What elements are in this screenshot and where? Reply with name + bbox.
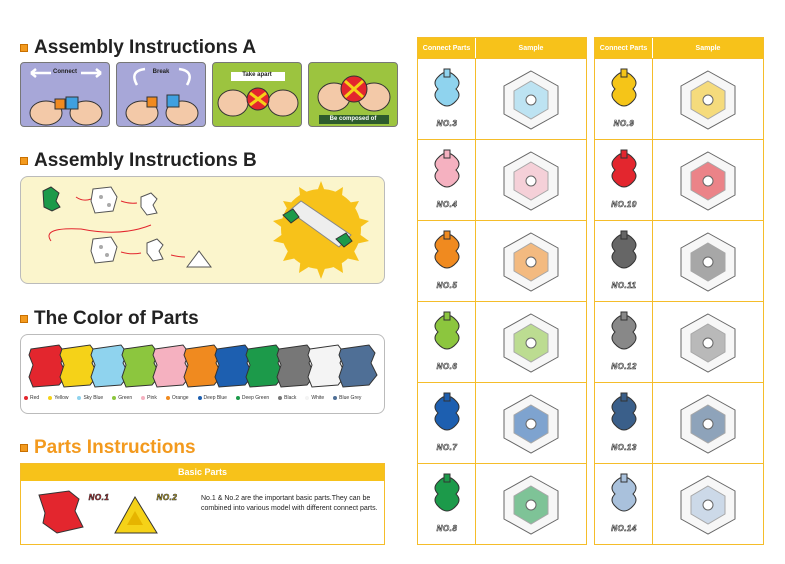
connect-part-cell xyxy=(595,59,653,139)
table-row xyxy=(595,58,763,139)
table-row xyxy=(418,301,586,382)
part-number-label: NO.6 xyxy=(436,362,458,371)
connect-part-icon xyxy=(595,221,653,281)
step-break xyxy=(116,62,206,127)
connect-part-cell xyxy=(595,302,653,382)
connect-part-cell xyxy=(595,140,653,220)
color-swatch xyxy=(339,345,377,387)
step-connect xyxy=(20,62,110,127)
legend-label: Deep Blue xyxy=(203,395,227,401)
legend-dot xyxy=(24,396,28,400)
step-caption: Break xyxy=(152,69,170,75)
bullet-icon xyxy=(20,315,28,323)
basic-parts-description: No.1 & No.2 are the important basic parts.They can be combined into various model with different connect parts. xyxy=(201,495,378,512)
sample-cell xyxy=(653,221,763,301)
part-number-label: NO.13 xyxy=(611,443,637,452)
connect-part-icon xyxy=(595,140,653,200)
color-legend xyxy=(24,395,370,401)
step-caption: Take apart xyxy=(242,72,272,78)
color-swatches xyxy=(21,335,383,395)
color-of-parts-heading: The Color of Parts xyxy=(20,308,199,330)
bullet-icon xyxy=(20,444,28,452)
part-number-label: NO.11 xyxy=(611,281,637,290)
part-number-no1: NO.1 xyxy=(88,493,110,502)
sample-model-icon xyxy=(653,221,763,301)
part-number-label: NO.5 xyxy=(436,281,458,290)
legend-label: White xyxy=(311,395,325,401)
assembly-a-heading: Assembly Instructions A xyxy=(20,37,256,59)
sample-cell xyxy=(476,464,586,544)
table-row xyxy=(595,463,763,544)
sample-cell xyxy=(653,302,763,382)
part-number-no2: NO.2 xyxy=(156,493,178,502)
connect-part-cell xyxy=(418,302,476,382)
connect-part-icon xyxy=(418,302,476,362)
connect-parts-table-left xyxy=(417,37,587,545)
legend-dot xyxy=(112,396,116,400)
connect-part-icon xyxy=(418,59,476,119)
legend-dot xyxy=(141,396,145,400)
connect-part-cell xyxy=(418,221,476,301)
legend-item xyxy=(278,395,296,401)
basic-parts-title: Basic Parts xyxy=(21,464,384,481)
part-number-label: NO.9 xyxy=(613,119,635,128)
connect-part-cell xyxy=(595,383,653,463)
assembly-b-panel xyxy=(20,176,385,284)
legend-item xyxy=(166,395,189,401)
part-number-label: NO.14 xyxy=(611,524,637,533)
connect-part-cell xyxy=(418,59,476,139)
connect-part-icon xyxy=(418,221,476,281)
connect-part-cell xyxy=(418,464,476,544)
connect-part-icon xyxy=(595,383,653,443)
legend-label: Red xyxy=(30,395,40,401)
basic-parts-illustration xyxy=(21,481,196,544)
sample-model-icon xyxy=(476,59,586,139)
assembly-b-illustration xyxy=(21,177,385,284)
sample-cell xyxy=(653,383,763,463)
connect-part-cell xyxy=(418,140,476,220)
legend-dot xyxy=(236,396,240,400)
connect-part-cell xyxy=(595,221,653,301)
column-header-connect: Connect Parts xyxy=(418,38,476,58)
table-row xyxy=(595,139,763,220)
sample-model-icon xyxy=(653,302,763,382)
step-composed xyxy=(308,62,398,127)
assembly-b-heading: Assembly Instructions B xyxy=(20,150,257,172)
legend-item xyxy=(236,395,269,401)
sample-model-icon xyxy=(476,221,586,301)
table-row xyxy=(418,463,586,544)
connect-part-icon xyxy=(418,140,476,200)
sample-model-icon xyxy=(476,140,586,220)
legend-dot xyxy=(166,396,170,400)
legend-label: Black xyxy=(284,395,297,401)
legend-item xyxy=(333,395,361,401)
step-take-apart xyxy=(212,62,302,127)
sample-cell xyxy=(476,383,586,463)
part-number-label: NO.10 xyxy=(611,200,637,209)
sample-cell xyxy=(476,221,586,301)
legend-label: Orange xyxy=(171,395,189,401)
color-swatches-panel xyxy=(20,334,385,414)
legend-item xyxy=(141,395,157,401)
legend-dot xyxy=(278,396,282,400)
legend-dot xyxy=(305,396,309,400)
legend-dot xyxy=(333,396,337,400)
basic-parts-panel xyxy=(20,463,385,545)
legend-label: Deep Green xyxy=(241,395,270,401)
sample-model-icon xyxy=(653,59,763,139)
part-number-label: NO.8 xyxy=(436,524,458,533)
assembly-a-steps xyxy=(20,62,398,127)
table-row xyxy=(595,382,763,463)
column-header-sample: Sample xyxy=(518,44,544,52)
sample-cell xyxy=(476,59,586,139)
legend-item xyxy=(198,395,227,401)
legend-dot xyxy=(77,396,81,400)
legend-item xyxy=(77,395,103,401)
table-row xyxy=(418,382,586,463)
step-caption: Be composed of xyxy=(329,116,377,122)
connect-part-icon xyxy=(418,383,476,443)
legend-label: Blue Grey xyxy=(339,395,362,401)
part-number-label: NO.7 xyxy=(436,443,458,452)
table-row xyxy=(595,301,763,382)
table-row xyxy=(418,139,586,220)
sample-model-icon xyxy=(653,383,763,463)
sample-cell xyxy=(476,140,586,220)
bullet-icon xyxy=(20,157,28,165)
sample-model-icon xyxy=(476,302,586,382)
connect-part-icon xyxy=(418,464,476,524)
sample-cell xyxy=(653,140,763,220)
table-row xyxy=(418,220,586,301)
legend-label: Green xyxy=(118,395,133,401)
bullet-icon xyxy=(20,44,28,52)
table-row xyxy=(595,220,763,301)
sample-model-icon xyxy=(653,464,763,544)
sample-cell xyxy=(653,464,763,544)
sample-cell xyxy=(653,59,763,139)
connect-parts-table-right xyxy=(594,37,764,545)
parts-instructions-heading: Parts Instructions xyxy=(20,437,196,459)
connect-part-cell xyxy=(595,464,653,544)
sample-cell xyxy=(476,302,586,382)
legend-item xyxy=(305,395,324,401)
legend-item xyxy=(24,395,39,401)
part-number-label: NO.4 xyxy=(436,200,458,209)
legend-label: Pink xyxy=(147,395,157,401)
step-caption: Connect xyxy=(53,69,77,75)
sample-model-icon xyxy=(476,383,586,463)
legend-label: Sky Blue xyxy=(83,395,104,401)
legend-item xyxy=(112,395,132,401)
part-number-label: NO.3 xyxy=(436,119,458,128)
legend-item xyxy=(48,395,68,401)
sample-model-icon xyxy=(476,464,586,544)
column-header-sample: Sample xyxy=(695,44,721,52)
connect-part-icon xyxy=(595,464,653,524)
connect-part-icon xyxy=(595,59,653,119)
part-number-label: NO.12 xyxy=(611,362,637,371)
column-header-connect: Connect Parts xyxy=(595,38,653,58)
legend-dot xyxy=(198,396,202,400)
sample-model-icon xyxy=(653,140,763,220)
legend-label: Yellow xyxy=(54,395,69,401)
connect-part-icon xyxy=(595,302,653,362)
table-row xyxy=(418,58,586,139)
legend-dot xyxy=(48,396,52,400)
connect-part-cell xyxy=(418,383,476,463)
